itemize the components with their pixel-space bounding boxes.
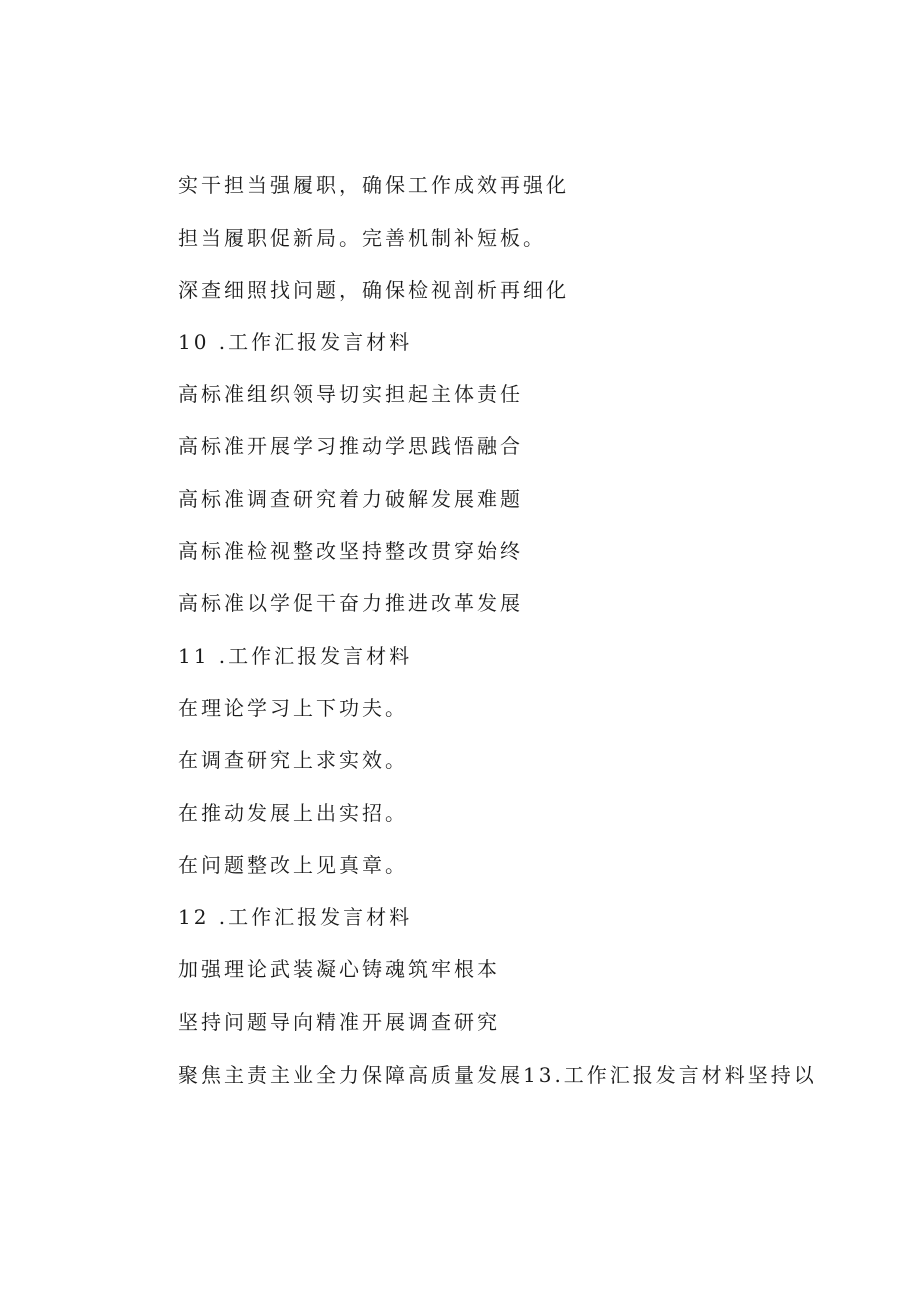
text-line: 高标准组织领导切实担起主体责任 bbox=[178, 382, 523, 406]
text-line: 在调查研究上求实效。 bbox=[178, 748, 408, 772]
section-heading: 11 .工作汇报发言材料 bbox=[178, 644, 413, 668]
text-line: 高标准以学促干奋力推进改革发展 bbox=[178, 591, 523, 615]
text-line: 在理论学习上下功夫。 bbox=[178, 696, 408, 720]
text-line: 担当履职促新局。完善机制补短板。 bbox=[178, 226, 546, 250]
text-line: 实干担当强履职，确保工作成效再强化 bbox=[178, 173, 569, 197]
text-line: 深查细照找问题，确保检视剖析再细化 bbox=[178, 278, 569, 302]
section-heading: 12 .工作汇报发言材料 bbox=[178, 905, 413, 929]
text-line: 聚焦主责主业全力保障高质量发展13.工作汇报发言材料坚持以 bbox=[178, 1063, 817, 1087]
text-line: 坚持问题导向精准开展调查研究 bbox=[178, 1010, 500, 1034]
text-line: 在推动发展上出实招。 bbox=[178, 801, 408, 825]
text-line: 高标准调查研究着力破解发展难题 bbox=[178, 487, 523, 511]
text-line: 高标准检视整改坚持整改贯穿始终 bbox=[178, 539, 523, 563]
text-line: 高标准开展学习推动学思践悟融合 bbox=[178, 434, 523, 458]
text-line: 在问题整改上见真章。 bbox=[178, 853, 408, 877]
section-heading: 10 .工作汇报发言材料 bbox=[178, 330, 413, 354]
text-line: 加强理论武装凝心铸魂筑牢根本 bbox=[178, 957, 500, 981]
